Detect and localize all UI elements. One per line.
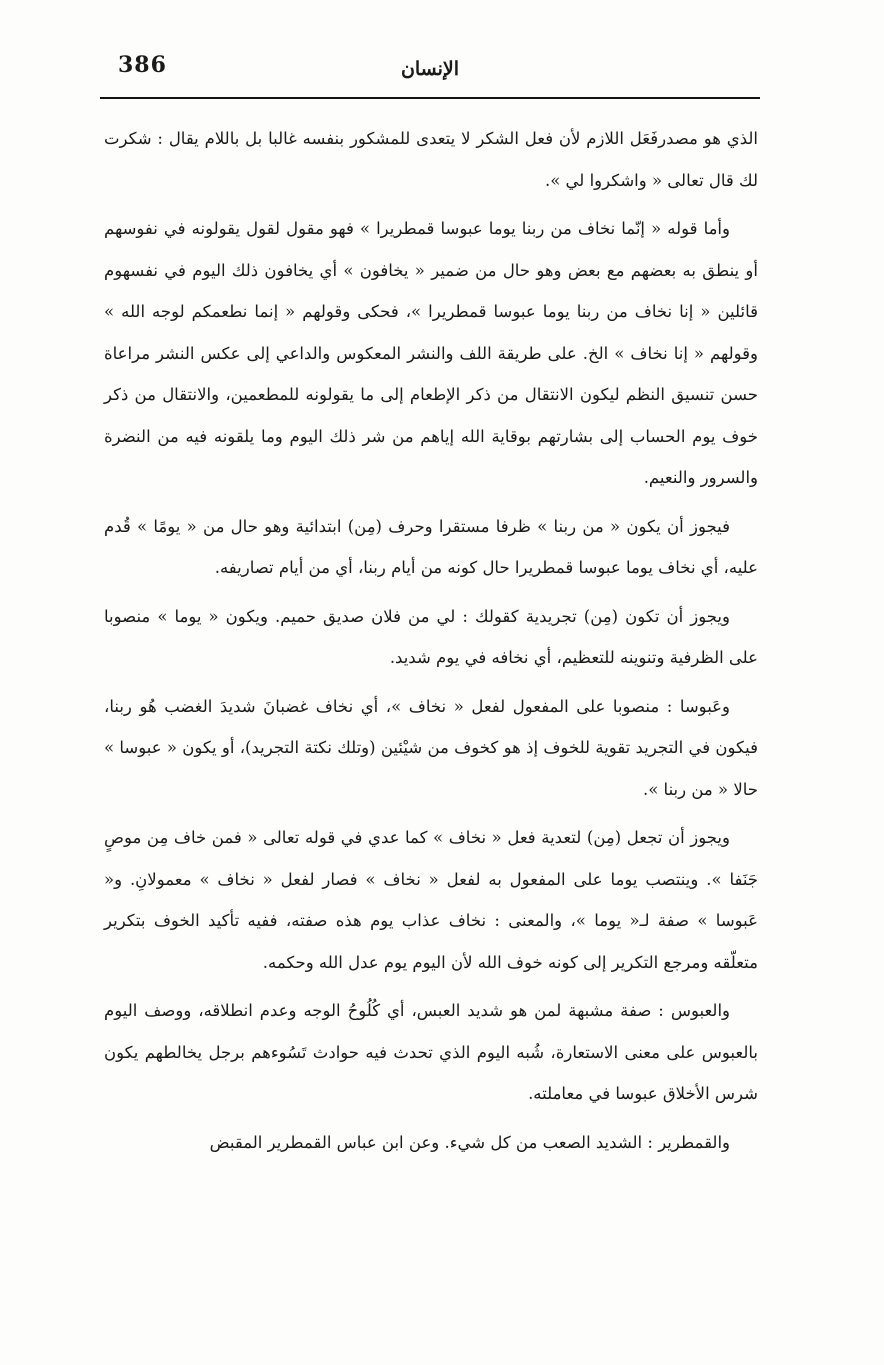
paragraph: وعَبوسا : منصوبا على المفعول لفعل « نخاف »، أي نخاف غضبانَ شديدَ الغضب هُو ربنا، فيكون في التجريد تقوية للخوف إذ هو كخوف من شيْئين (وتلك نكتة التجريد)، أو يكون « عبوسا » حالا « من ربنا ». (104, 696, 758, 799)
paragraph: الذي هو مصدرفَعَل اللازم لأن فعل الشكر لا يتعدى للمشكور بنفسه غالبا بل باللام يقال : شكرت لك قال تعالى « واشكروا لي ». (104, 129, 758, 190)
header-rule (100, 97, 760, 99)
paragraph: فيجوز أن يكون « من ربنا » ظرفا مستقرا وحرف (مِن) ابتدائية وهو حال من « يومًا » قُدم عليه، أي نخاف يوما عبوسا قمطريرا حال كونه من أيام ربنا، أي من أيام تصاريفه. (104, 516, 758, 577)
paragraph: والقمطرير : الشديد الصعب من كل شيء. وعن ابن عباس القمطرير المقبض (209, 1132, 730, 1152)
page-number: 386 (118, 52, 167, 78)
paragraph: والعبوس : صفة مشبهة لمن هو شديد العبس، أي كُلُوحُ الوجه وعدم انطلاقه، ووصف اليوم بالعبوس على معنى الاستعارة، شُبه اليوم الذي تحدث فيه حوادث تَسُوءهم برجل يخالطهم يكون شرس الأخلاق عبوسا في معاملته. (104, 1001, 758, 1103)
paragraph: وأما قوله « إنّما نخاف من ربنا يوما عبوسا قمطريرا » فهو مقول لقول يقولونه في نفوسهم أو ينطق به بعضهم مع بعض وهو حال من ضمير « يخافون » أي يخافون ذلك اليوم في نفسهوم قائلين « إنا نخاف من ربنا يوما عبوسا قمطريرا »، فحكى وقولهم « إنما نطعمكم لوجه الله » وقولهم « إنا نخاف » الخ. على طريقة اللف والنشر المعكوس والداعي إلى عكس النشر مراعاة حسن تنسيق النظم ليكون الانتقال من ذكر الإطعام إلى ما يقولونه للمطعمين، والانتقال من ذكر خوف يوم الحساب إلى بشارتهم بوقاية الله إياهم من شر ذلك اليوم وما يلقونه فيه من النضرة والسرور والنعيم. (104, 219, 758, 487)
paragraph: ويجوز أن تكون (مِن) تجريدية كقولك : لي من فلان صديق حميم. ويكون « يوما » منصوبا على الظرفية وتنوينه للتعظيم، أي نخافه في يوم شديد. (104, 606, 758, 667)
page-header (100, 50, 760, 96)
paragraph: ويجوز أن تجعل (مِن) لتعدية فعل « نخاف » كما عدي في قوله تعالى « فمن خاف مِن موصٍ جَنَفا ». وينتصب يوما على المفعول به لفعل « نخاف » فصار لفعل « نخاف » معمولانِ. و« عَبوسا » صفة لـ« يوما »، والمعنى : نخاف عذاب يوم هذه صفته، ففيه تأكيد الخوف بتكرير متعلّقه ومرجع التكرير إلى كونه خوف الله لأن اليوم يوم عدل الله وحكمه. (104, 828, 758, 972)
running-title: الإنسان (400, 58, 460, 80)
body-text (104, 118, 758, 1170)
